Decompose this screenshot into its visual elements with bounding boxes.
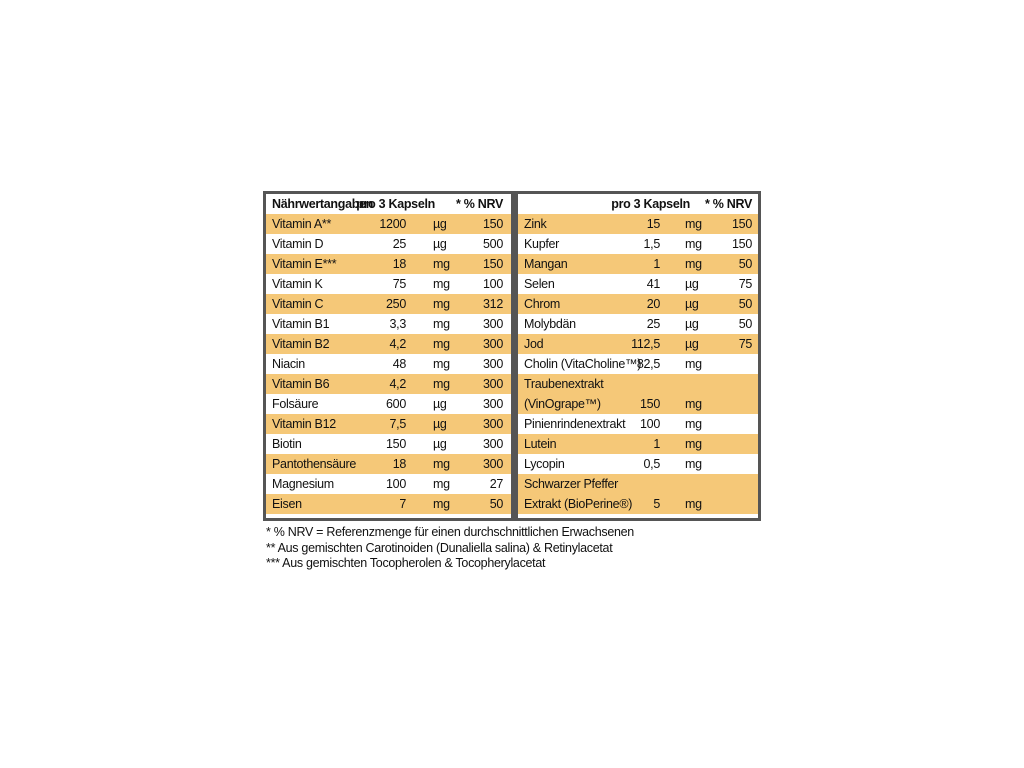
table-row bbox=[266, 434, 511, 454]
nutrient-unit: µg bbox=[685, 277, 699, 291]
nutrient-name: Jod bbox=[524, 337, 544, 351]
nutrient-unit: mg bbox=[685, 357, 702, 371]
nutrient-amount: 600 bbox=[386, 397, 406, 411]
nutrient-name: Eisen bbox=[272, 497, 302, 511]
nutrient-nrv: 50 bbox=[738, 257, 752, 271]
nutrient-amount: 150 bbox=[386, 437, 406, 451]
table-row bbox=[518, 334, 758, 354]
nutrient-amount: 5 bbox=[653, 497, 660, 511]
nutrition-table-right bbox=[518, 194, 758, 518]
nutrient-nrv: 150 bbox=[732, 237, 752, 251]
nutrient-nrv: 150 bbox=[483, 257, 503, 271]
nutrient-unit: mg bbox=[433, 477, 450, 491]
nutrient-amount: 3,3 bbox=[389, 317, 406, 331]
table-row bbox=[518, 214, 758, 234]
nutrient-amount: 7,5 bbox=[389, 417, 406, 431]
nutrient-name: Kupfer bbox=[524, 237, 560, 251]
nutrient-name-line2: Extrakt (BioPerine®) bbox=[524, 497, 633, 511]
column-divider bbox=[511, 194, 518, 518]
nutrient-nrv: 75 bbox=[738, 277, 752, 291]
nutrient-amount: 18 bbox=[392, 457, 406, 471]
nutrient-nrv: 50 bbox=[489, 497, 503, 511]
nutrient-nrv: 50 bbox=[738, 317, 752, 331]
nutrient-name: Vitamin B6 bbox=[272, 377, 330, 391]
nutrient-nrv: 300 bbox=[483, 417, 503, 431]
nutrient-amount: 112,5 bbox=[631, 337, 660, 351]
nutrient-amount: 48 bbox=[392, 357, 406, 371]
nutrient-unit: mg bbox=[685, 457, 702, 471]
header-nrv: * % NRV bbox=[456, 197, 503, 211]
nutrient-amount: 7 bbox=[399, 497, 406, 511]
nutrient-nrv: 75 bbox=[738, 337, 752, 351]
table-row bbox=[266, 294, 511, 314]
table-row bbox=[266, 494, 511, 514]
nutrient-name: Pinienrindenextrakt bbox=[524, 417, 626, 431]
nutrient-name-line2: (VinOgrape™) bbox=[524, 397, 601, 411]
nutrient-name: Vitamin B1 bbox=[272, 317, 330, 331]
nutrient-amount: 1200 bbox=[379, 217, 406, 231]
nutrient-name: Vitamin K bbox=[272, 277, 323, 291]
nutrient-amount: 1 bbox=[653, 437, 660, 451]
nutrient-name: Biotin bbox=[272, 437, 302, 451]
nutrient-name: Lutein bbox=[524, 437, 557, 451]
nutrient-unit: mg bbox=[433, 317, 450, 331]
nutrient-unit: µg bbox=[433, 237, 447, 251]
table-row bbox=[518, 414, 758, 434]
nutrient-amount: 250 bbox=[386, 297, 406, 311]
nutrient-amount: 75 bbox=[392, 277, 406, 291]
nutrient-amount: 1,5 bbox=[643, 237, 660, 251]
table-row bbox=[266, 454, 511, 474]
footnotes bbox=[266, 525, 634, 572]
footnote: ** Aus gemischten Carotinoiden (Dunaliella salina) & Retinylacetat bbox=[266, 540, 613, 555]
nutrient-unit: mg bbox=[685, 397, 702, 411]
nutrient-nrv: 27 bbox=[489, 477, 503, 491]
nutrient-amount: 4,2 bbox=[389, 337, 406, 351]
nutrient-unit: mg bbox=[433, 297, 450, 311]
header-nrv: * % NRV bbox=[705, 197, 752, 211]
table-row bbox=[266, 234, 511, 254]
nutrient-name: Selen bbox=[524, 277, 555, 291]
nutrient-unit: mg bbox=[685, 257, 702, 271]
table-row bbox=[266, 254, 511, 274]
nutrient-name: Pantothensäure bbox=[272, 457, 357, 471]
nutrition-table bbox=[263, 191, 761, 521]
nutrient-unit: µg bbox=[685, 337, 699, 351]
table-row bbox=[518, 354, 758, 374]
table-row bbox=[518, 374, 758, 414]
nutrient-name bbox=[524, 474, 632, 514]
nutrient-amount: 1 bbox=[653, 257, 660, 271]
nutrient-unit: mg bbox=[685, 417, 702, 431]
nutrient-name: Molybdän bbox=[524, 317, 576, 331]
nutrient-unit: µg bbox=[433, 417, 447, 431]
header-amount: pro 3 Kapseln bbox=[356, 197, 435, 211]
table-row bbox=[518, 434, 758, 454]
nutrient-nrv: 300 bbox=[483, 457, 503, 471]
table-header bbox=[266, 194, 511, 214]
nutrient-amount: 41 bbox=[646, 277, 660, 291]
nutrient-nrv: 150 bbox=[732, 217, 752, 231]
nutrient-name: Vitamin D bbox=[272, 237, 324, 251]
nutrient-amount: 82,5 bbox=[636, 357, 660, 371]
nutrient-name bbox=[524, 374, 603, 414]
nutrient-nrv: 500 bbox=[483, 237, 503, 251]
table-header bbox=[518, 194, 758, 214]
header-amount: pro 3 Kapseln bbox=[611, 197, 690, 211]
table-row bbox=[266, 394, 511, 414]
nutrient-name: Cholin (VitaCholine™) bbox=[524, 357, 642, 371]
nutrient-name: Vitamin B2 bbox=[272, 337, 330, 351]
table-row bbox=[518, 274, 758, 294]
nutrient-amount: 150 bbox=[640, 397, 660, 411]
nutrient-unit: mg bbox=[685, 237, 702, 251]
nutrient-amount: 100 bbox=[640, 417, 660, 431]
nutrient-nrv: 300 bbox=[483, 337, 503, 351]
header-name: Nährwertangaben bbox=[272, 197, 374, 211]
nutrient-name: Vitamin A** bbox=[272, 217, 332, 231]
nutrient-name: Vitamin E*** bbox=[272, 257, 337, 271]
nutrient-unit: mg bbox=[685, 217, 702, 231]
nutrient-name-line1: Schwarzer Pfeffer bbox=[524, 477, 619, 491]
nutrient-unit: mg bbox=[433, 497, 450, 511]
nutrient-nrv: 300 bbox=[483, 397, 503, 411]
nutrient-amount: 25 bbox=[646, 317, 660, 331]
table-row bbox=[518, 314, 758, 334]
nutrient-unit: mg bbox=[433, 377, 450, 391]
nutrient-unit: mg bbox=[685, 497, 702, 511]
nutrient-unit: mg bbox=[433, 457, 450, 471]
table-row bbox=[518, 254, 758, 274]
nutrition-table-left bbox=[266, 194, 511, 518]
nutrient-nrv: 150 bbox=[483, 217, 503, 231]
nutrient-nrv: 100 bbox=[483, 277, 503, 291]
nutrient-amount: 15 bbox=[646, 217, 660, 231]
nutrient-unit: µg bbox=[685, 317, 699, 331]
nutrient-name: Magnesium bbox=[272, 477, 334, 491]
table-row bbox=[518, 474, 758, 514]
nutrient-name: Chrom bbox=[524, 297, 561, 311]
nutrient-nrv: 300 bbox=[483, 377, 503, 391]
nutrient-name: Mangan bbox=[524, 257, 568, 271]
nutrient-name: Vitamin B12 bbox=[272, 417, 336, 431]
nutrient-unit: µg bbox=[433, 397, 447, 411]
nutrient-nrv: 300 bbox=[483, 357, 503, 371]
table-row bbox=[266, 414, 511, 434]
nutrient-unit: mg bbox=[685, 437, 702, 451]
table-row bbox=[266, 354, 511, 374]
nutrient-unit: µg bbox=[685, 297, 699, 311]
nutrient-nrv: 300 bbox=[483, 317, 503, 331]
nutrient-name: Zink bbox=[524, 217, 547, 231]
nutrient-name-line1: Traubenextrakt bbox=[524, 377, 604, 391]
nutrient-nrv: 50 bbox=[738, 297, 752, 311]
table-row bbox=[266, 334, 511, 354]
nutrient-nrv: 300 bbox=[483, 437, 503, 451]
nutrient-unit: µg bbox=[433, 437, 447, 451]
nutrient-amount: 0,5 bbox=[643, 457, 660, 471]
nutrient-name: Vitamin C bbox=[272, 297, 324, 311]
nutrient-unit: mg bbox=[433, 357, 450, 371]
nutrient-amount: 18 bbox=[392, 257, 406, 271]
nutrient-amount: 4,2 bbox=[389, 377, 406, 391]
table-row bbox=[518, 294, 758, 314]
nutrient-amount: 25 bbox=[392, 237, 406, 251]
nutrient-unit: mg bbox=[433, 277, 450, 291]
table-row bbox=[266, 474, 511, 494]
nutrient-name: Folsäure bbox=[272, 397, 319, 411]
nutrient-unit: mg bbox=[433, 337, 450, 351]
nutrient-name: Lycopin bbox=[524, 457, 565, 471]
nutrient-nrv: 312 bbox=[483, 297, 503, 311]
table-row bbox=[266, 214, 511, 234]
nutrient-unit: mg bbox=[433, 257, 450, 271]
footnote: *** Aus gemischten Tocopherolen & Tocopherylacetat bbox=[266, 556, 546, 570]
footnote: * % NRV = Referenzmenge für einen durchschnittlichen Erwachsenen bbox=[266, 525, 634, 539]
nutrient-name: Niacin bbox=[272, 357, 305, 371]
table-row bbox=[518, 454, 758, 474]
nutrient-amount: 20 bbox=[646, 297, 660, 311]
table-row bbox=[518, 234, 758, 254]
table-row bbox=[266, 374, 511, 394]
table-row bbox=[266, 314, 511, 334]
nutrient-amount: 100 bbox=[386, 477, 406, 491]
nutrient-unit: µg bbox=[433, 217, 447, 231]
table-row bbox=[266, 274, 511, 294]
